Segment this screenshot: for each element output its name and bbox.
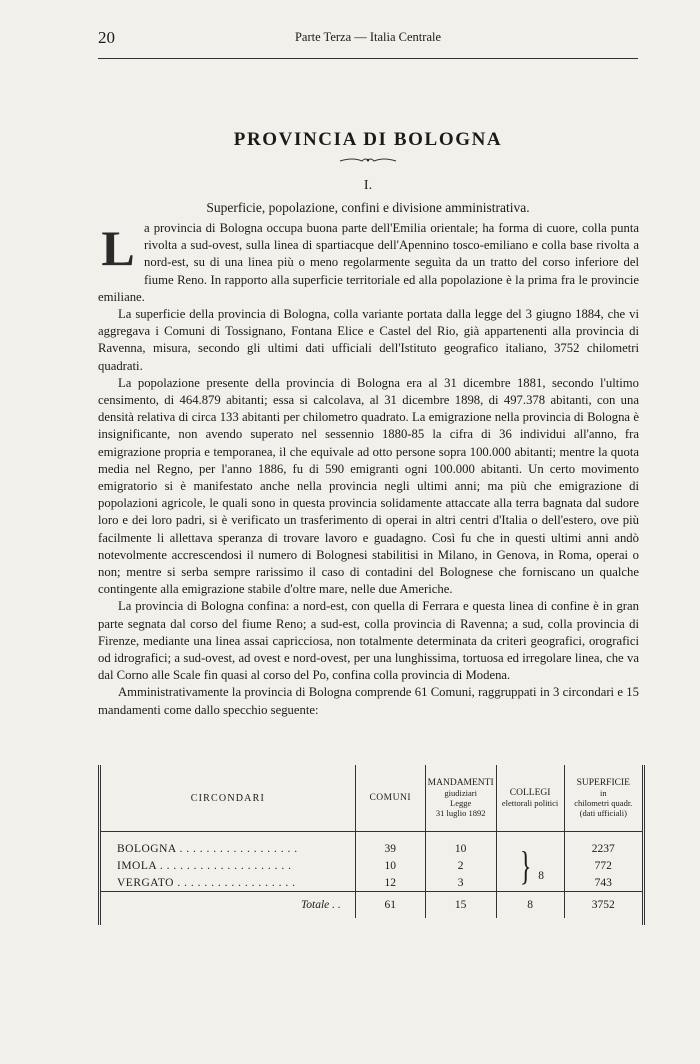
row-superficie: 772: [564, 857, 642, 874]
total-mandamenti: 15: [425, 892, 496, 919]
row-superficie: 743: [564, 874, 642, 892]
paragraph-2: La superficie della provincia di Bologna, colla variante portata dalla legge del 3 giugno 1884, che vi aggregava i Comuni di Tossignano, Fontana Elice e Castel del Rio, già appartenenti alla provincia di Ravenna, misura, secondo gli ultimi dati ufficiali dell'Istituto geografico italiano, 3752 chilometri quadrati.: [98, 307, 639, 373]
row-name: BOLOGNA . . . . . . . . . . . . . . . . . .: [117, 842, 298, 855]
header-superficie: SUPERFICIE in chilometri quadr. (dati ufficiali): [564, 765, 642, 832]
body-text: [98, 220, 639, 719]
paragraph-1: [98, 220, 639, 306]
row-comuni: 10: [355, 857, 425, 874]
circondari-table: [98, 765, 645, 925]
collegi-group-cell: [496, 840, 564, 892]
paragraph-5: Amministrativamente la provincia di Bologna comprende 61 Comuni, raggruppati in 3 circondari e 15 mandamenti come dallo specchio seguente:: [98, 685, 639, 717]
page-header: [98, 28, 638, 50]
header-rule: [98, 58, 638, 59]
header-mandamenti: MANDAMENTI giudiziari Legge 31 luglio 1892: [425, 765, 496, 832]
row-name: VERGATO . . . . . . . . . . . . . . . . . .: [117, 876, 296, 889]
row-comuni: 39: [355, 840, 425, 857]
ornament-icon: [338, 155, 398, 165]
row-name: IMOLA . . . . . . . . . . . . . . . . . . . .: [117, 859, 292, 872]
total-label: Totale . .: [101, 892, 355, 919]
collegi-value: 8: [538, 869, 544, 882]
paragraph-3: La popolazione presente della provincia di Bologna era al 31 dicembre 1881, secondo l'ultimo censimento, di 464.879 abitanti; essa si calcolava, al 31 dicembre 1898, di 497.378 abitanti, con una densità relativa di circa 133 abitanti per chilometro quadrato. La emigrazione nella provincia di Bologna è insignificante, non avendo superato nel sessennio 1880-85 la cifra di 36 individui all'anno, fra emigrazione propria e temporanea, il che equivale ad otto persone sopra 100.000 abitanti; mentre la quota media nel Regno, per l'anno 1886, fu di 590 emigranti ogni 100.000 abitanti. Un certo movimento emigratorio si è manifestato anche nella provincia negli ultimi anni; ma più che emigrazione di popolazioni agricole, le quali sono in questa provincia solidamente attaccate alla terra bagnata dal sudore loro e dei loro padri, si è verificato un trasferimento di operai in altri centri d'Italia o dell'estero, ove più facilmente li allettava speranza di trovare lavoro e guadagno. Così fu che in questi ultimi anni andò notevolmente accrescendosi il numero di Bolognesi stabilitisi in Milano, in Genova, in Roma, operai o non; mentre si serba sempre rarissimo il caso di contadini del Bolognese che forniscano un qualche contingente alla emigrazione stabile d'oltre mare, nelle due Americhe.: [98, 375, 639, 597]
chapter-title: PROVINCIA DI BOLOGNA: [233, 129, 503, 150]
page-number: 20: [98, 28, 115, 47]
table-header-row: [101, 765, 642, 832]
table-row: [101, 840, 642, 857]
total-superficie: 3752: [564, 892, 642, 919]
row-mandamenti: 3: [425, 874, 496, 892]
row-mandamenti: 2: [425, 857, 496, 874]
header-circondari: CIRCONDARI: [101, 765, 355, 832]
brace-icon: }: [520, 842, 532, 888]
total-collegi: 8: [496, 892, 564, 919]
row-superficie: 2237: [564, 840, 642, 857]
total-comuni: 61: [355, 892, 425, 919]
paragraph-4: La provincia di Bologna confina: a nord-est, con quella di Ferrara e questa linea di confine è in gran parte segnata dal corso del fiume Reno; a sud-est, colla provincia di Ravenna; a sud, colla provincia di Firenze, mediante una linea assai capricciosa, non totalmente determinata da criteri geografici, orografici od idrografici; a sud-ovest, ad ovest e nord-ovest, per una lunghissima, tortuosa ed irregolare linea, che va dal Corno alle Scale fin quasi al corso del Po, confina colla provincia di Modena.: [98, 599, 639, 683]
row-comuni: 12: [355, 874, 425, 892]
section-subtitle: Superficie, popolazione, confini e divisione amministrativa.: [206, 200, 530, 215]
header-comuni: COMUNI: [355, 765, 425, 832]
table-total-row: [101, 892, 642, 919]
header-collegi: COLLEGI elettorali politici: [496, 765, 564, 832]
row-mandamenti: 10: [425, 840, 496, 857]
paragraph-1-text: a provincia di Bologna occupa buona parte dell'Emilia orientale; ha forma di cuore, colla punta rivolta a sud-ovest, sulla linea di spartiacque dell'Apennino tosco-emiliano e colla base rivolta a nord-est, su di una linea più o meno regolarmente seguìta da un tratto del corso inferiore del fiume Reno. In rapporto alla superficie territoriale ed alla popolazione è la prima fra le provincie emiliane.: [98, 221, 639, 304]
running-title: Parte Terza — Italia Centrale: [294, 30, 442, 44]
dropcap-letter: L: [101, 220, 135, 276]
section-number: I.: [363, 178, 373, 193]
